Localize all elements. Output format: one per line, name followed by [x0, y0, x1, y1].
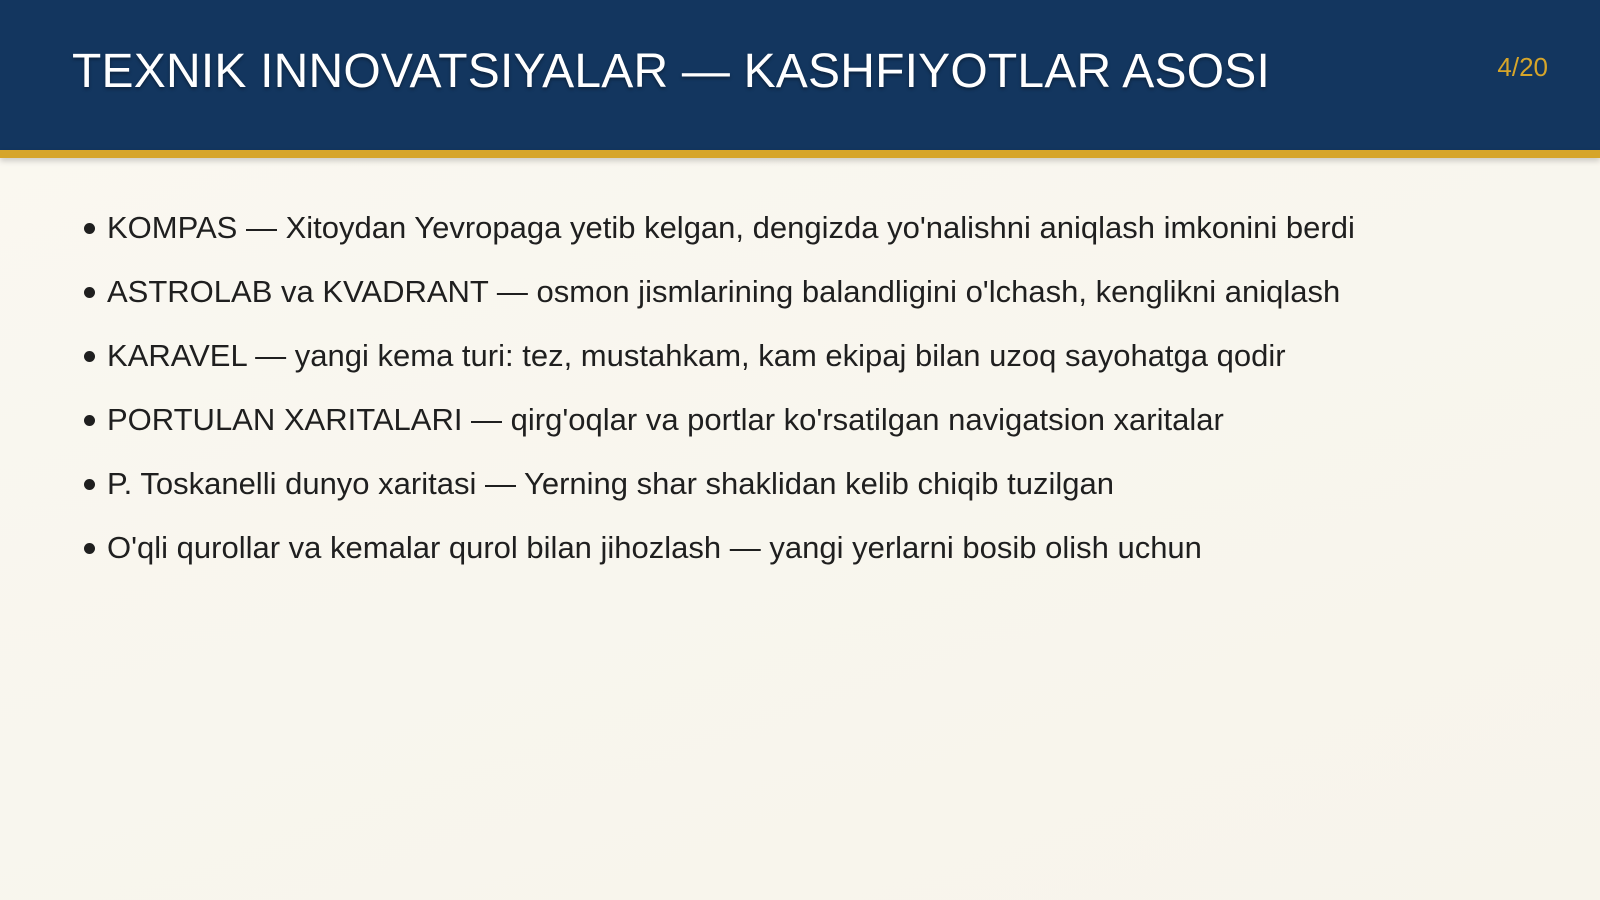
bullet-text: KOMPAS — Xitoydan Yevropaga yetib kelgan, dengizda yo'nalishni aniqlash imkonini berdi: [107, 210, 1355, 245]
bullet-text: PORTULAN XARITALARI — qirg'oqlar va portlar ko'rsatilgan navigatsion xaritalar: [107, 402, 1224, 437]
bullet-dot-icon: [84, 287, 95, 298]
bullet-item: [84, 260, 1355, 324]
bullet-item: [84, 196, 1355, 260]
bullet-dot-icon: [84, 479, 95, 490]
bullet-dot-icon: [84, 351, 95, 362]
bullet-dot-icon: [84, 415, 95, 426]
page-number: 4/20: [1497, 52, 1548, 82]
slide-title: TEXNIK INNOVATSIYALAR — KASHFIYOTLAR ASOSI: [72, 45, 1271, 98]
bullet-list: [84, 196, 1355, 580]
bullet-item: [84, 324, 1355, 388]
bullet-item: [84, 388, 1355, 452]
slide-header: [0, 0, 1600, 150]
bullet-text: KARAVEL — yangi kema turi: tez, mustahkam, kam ekipaj bilan uzoq sayohatga qodir: [107, 338, 1286, 373]
bullet-text: O'qli qurollar va kemalar qurol bilan jihozlash — yangi yerlarni bosib olish uchun: [107, 530, 1202, 565]
bullet-item: [84, 452, 1355, 516]
header-accent-rule: [0, 150, 1600, 158]
bullet-text: P. Toskanelli dunyo xaritasi — Yerning shar shaklidan kelib chiqib tuzilgan: [107, 466, 1114, 501]
bullet-dot-icon: [84, 223, 95, 234]
bullet-dot-icon: [84, 543, 95, 554]
bullet-text: ASTROLAB va KVADRANT — osmon jismlarining balandligini o'lchash, kenglikni aniqlash: [107, 274, 1341, 309]
bullet-item: [84, 516, 1355, 580]
